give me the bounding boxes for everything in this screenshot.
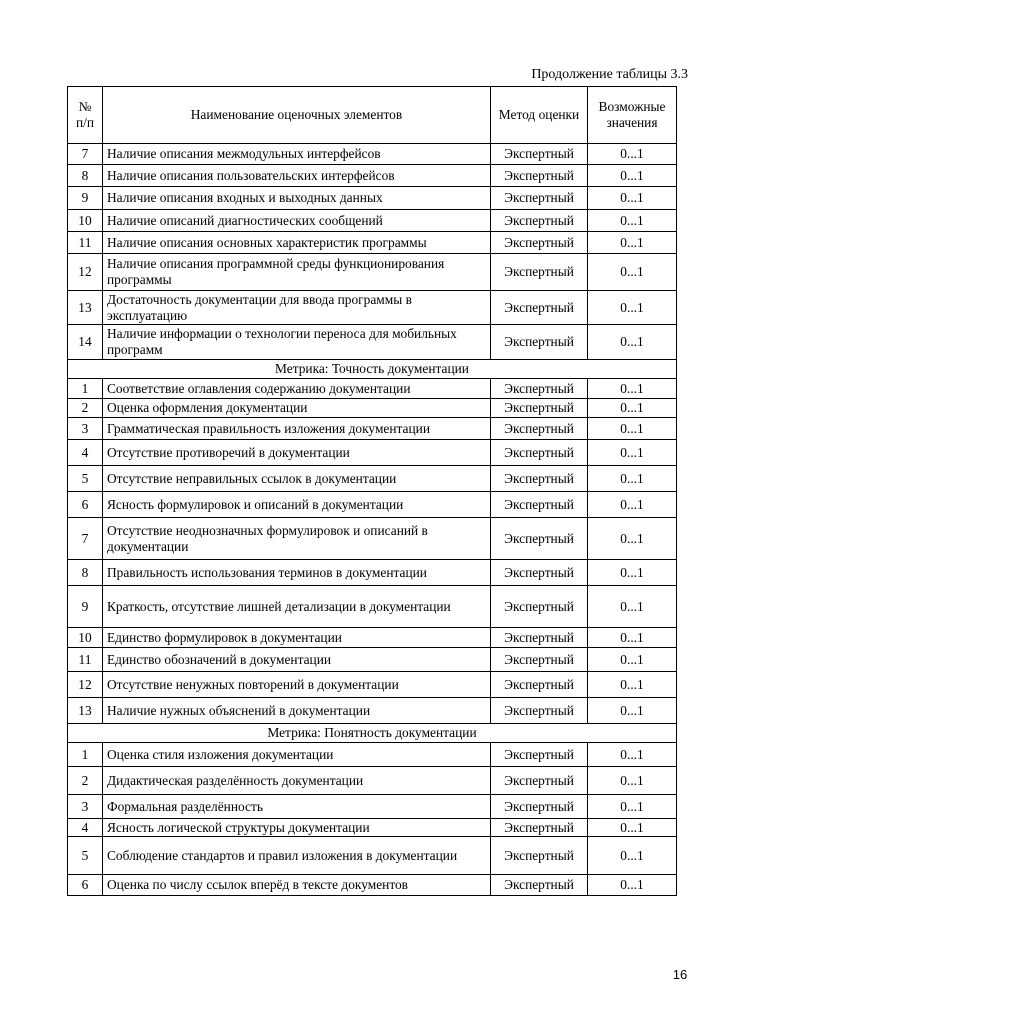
table-row bbox=[68, 837, 677, 875]
cell-values: 0...1 bbox=[588, 466, 677, 492]
table-header bbox=[68, 87, 677, 144]
cell-name: Соответствие оглавления содержанию документации bbox=[103, 379, 491, 399]
cell-name: Единство обозначений в документации bbox=[103, 648, 491, 672]
table-row bbox=[68, 210, 677, 232]
cell-name: Краткость, отсутствие лишней детализации в документации bbox=[103, 586, 491, 628]
cell-num: 13 bbox=[68, 698, 103, 724]
cell-method: Экспертный bbox=[491, 144, 588, 165]
table-row bbox=[68, 165, 677, 187]
cell-num: 12 bbox=[68, 672, 103, 698]
cell-values: 0...1 bbox=[588, 254, 677, 291]
cell-values: 0...1 bbox=[588, 418, 677, 440]
table-row bbox=[68, 254, 677, 291]
cell-name: Единство формулировок в документации bbox=[103, 628, 491, 648]
cell-values: 0...1 bbox=[588, 795, 677, 819]
table-row bbox=[68, 698, 677, 724]
cell-num: 10 bbox=[68, 210, 103, 232]
cell-num: 6 bbox=[68, 492, 103, 518]
cell-method: Экспертный bbox=[491, 232, 588, 254]
cell-method: Экспертный bbox=[491, 698, 588, 724]
cell-name: Ясность формулировок и описаний в документации bbox=[103, 492, 491, 518]
cell-method: Экспертный bbox=[491, 254, 588, 291]
cell-num: 13 bbox=[68, 291, 103, 325]
cell-values: 0...1 bbox=[588, 837, 677, 875]
cell-name: Отсутствие ненужных повторений в документации bbox=[103, 672, 491, 698]
cell-num: 2 bbox=[68, 399, 103, 418]
cell-num: 2 bbox=[68, 767, 103, 795]
cell-num: 9 bbox=[68, 586, 103, 628]
cell-name: Наличие описания программной среды функционирования программы bbox=[103, 254, 491, 291]
cell-num: 4 bbox=[68, 440, 103, 466]
section-heading-row bbox=[68, 724, 677, 743]
cell-method: Экспертный bbox=[491, 440, 588, 466]
cell-values: 0...1 bbox=[588, 518, 677, 560]
cell-num: 5 bbox=[68, 466, 103, 492]
cell-values: 0...1 bbox=[588, 440, 677, 466]
section-title: Метрика: Понятность документации bbox=[68, 724, 677, 743]
table-row bbox=[68, 440, 677, 466]
cell-method: Экспертный bbox=[491, 492, 588, 518]
cell-name: Наличие описаний диагностических сообщений bbox=[103, 210, 491, 232]
cell-num: 12 bbox=[68, 254, 103, 291]
cell-method: Экспертный bbox=[491, 875, 588, 896]
cell-values: 0...1 bbox=[588, 144, 677, 165]
cell-num: 3 bbox=[68, 418, 103, 440]
cell-name: Наличие нужных объяснений в документации bbox=[103, 698, 491, 724]
table-row bbox=[68, 743, 677, 767]
table-row bbox=[68, 560, 677, 586]
table-row bbox=[68, 628, 677, 648]
cell-method: Экспертный bbox=[491, 325, 588, 360]
section-title: Метрика: Точность документации bbox=[68, 360, 677, 379]
table-row bbox=[68, 379, 677, 399]
cell-method: Экспертный bbox=[491, 586, 588, 628]
cell-num: 10 bbox=[68, 628, 103, 648]
cell-num: 1 bbox=[68, 743, 103, 767]
cell-method: Экспертный bbox=[491, 165, 588, 187]
cell-method: Экспертный bbox=[491, 837, 588, 875]
table-row bbox=[68, 291, 677, 325]
cell-name: Наличие описания межмодульных интерфейсов bbox=[103, 144, 491, 165]
cell-method: Экспертный bbox=[491, 648, 588, 672]
table-row bbox=[68, 672, 677, 698]
table-row bbox=[68, 325, 677, 360]
cell-values: 0...1 bbox=[588, 492, 677, 518]
table-caption: Продолжение таблицы 3.3 bbox=[531, 67, 688, 82]
cell-num: 7 bbox=[68, 144, 103, 165]
cell-num: 4 bbox=[68, 819, 103, 837]
cell-values: 0...1 bbox=[588, 875, 677, 896]
cell-num: 8 bbox=[68, 165, 103, 187]
cell-name: Соблюдение стандартов и правил изложения в документации bbox=[103, 837, 491, 875]
cell-method: Экспертный bbox=[491, 187, 588, 210]
cell-method: Экспертный bbox=[491, 560, 588, 586]
cell-num: 5 bbox=[68, 837, 103, 875]
cell-values: 0...1 bbox=[588, 399, 677, 418]
page-number: 16 bbox=[672, 967, 688, 982]
table-row bbox=[68, 795, 677, 819]
cell-values: 0...1 bbox=[588, 586, 677, 628]
cell-name: Отсутствие неоднозначных формулировок и описаний в документации bbox=[103, 518, 491, 560]
cell-values: 0...1 bbox=[588, 648, 677, 672]
cell-method: Экспертный bbox=[491, 418, 588, 440]
table-row bbox=[68, 819, 677, 837]
cell-values: 0...1 bbox=[588, 819, 677, 837]
cell-method: Экспертный bbox=[491, 210, 588, 232]
cell-num: 9 bbox=[68, 187, 103, 210]
cell-name: Формальная разделённость bbox=[103, 795, 491, 819]
cell-method: Экспертный bbox=[491, 672, 588, 698]
cell-name: Оценка оформления документации bbox=[103, 399, 491, 418]
cell-name: Оценка по числу ссылок вперёд в тексте документов bbox=[103, 875, 491, 896]
header-num: № п/п bbox=[68, 87, 103, 144]
cell-values: 0...1 bbox=[588, 325, 677, 360]
cell-name: Дидактическая разделённость документации bbox=[103, 767, 491, 795]
header-method: Метод оценки bbox=[491, 87, 588, 144]
table-row bbox=[68, 399, 677, 418]
cell-method: Экспертный bbox=[491, 743, 588, 767]
table-row bbox=[68, 767, 677, 795]
cell-method: Экспертный bbox=[491, 795, 588, 819]
cell-name: Правильность использования терминов в документации bbox=[103, 560, 491, 586]
cell-values: 0...1 bbox=[588, 165, 677, 187]
cell-method: Экспертный bbox=[491, 399, 588, 418]
cell-method: Экспертный bbox=[491, 819, 588, 837]
table-row bbox=[68, 492, 677, 518]
cell-values: 0...1 bbox=[588, 291, 677, 325]
header-name: Наименование оценочных элементов bbox=[103, 87, 491, 144]
table-body bbox=[68, 144, 677, 896]
cell-num: 3 bbox=[68, 795, 103, 819]
table-row bbox=[68, 466, 677, 492]
table-row bbox=[68, 232, 677, 254]
cell-name: Оценка стиля изложения документации bbox=[103, 743, 491, 767]
cell-name: Ясность логической структуры документации bbox=[103, 819, 491, 837]
cell-name: Наличие описания пользовательских интерфейсов bbox=[103, 165, 491, 187]
table-row bbox=[68, 586, 677, 628]
cell-num: 8 bbox=[68, 560, 103, 586]
cell-num: 14 bbox=[68, 325, 103, 360]
cell-values: 0...1 bbox=[588, 672, 677, 698]
table-row bbox=[68, 187, 677, 210]
cell-values: 0...1 bbox=[588, 698, 677, 724]
cell-name: Грамматическая правильность изложения документации bbox=[103, 418, 491, 440]
cell-num: 11 bbox=[68, 648, 103, 672]
cell-num: 7 bbox=[68, 518, 103, 560]
cell-values: 0...1 bbox=[588, 210, 677, 232]
cell-name: Отсутствие противоречий в документации bbox=[103, 440, 491, 466]
cell-values: 0...1 bbox=[588, 379, 677, 399]
cell-method: Экспертный bbox=[491, 628, 588, 648]
table-row bbox=[68, 418, 677, 440]
cell-values: 0...1 bbox=[588, 743, 677, 767]
cell-values: 0...1 bbox=[588, 628, 677, 648]
cell-name: Отсутствие неправильных ссылок в документации bbox=[103, 466, 491, 492]
header-values: Возможные значения bbox=[588, 87, 677, 144]
cell-num: 6 bbox=[68, 875, 103, 896]
cell-values: 0...1 bbox=[588, 560, 677, 586]
cell-num: 11 bbox=[68, 232, 103, 254]
cell-name: Достаточность документации для ввода программы в эксплуатацию bbox=[103, 291, 491, 325]
cell-name: Наличие информации о технологии переноса для мобильных программ bbox=[103, 325, 491, 360]
evaluation-table bbox=[67, 86, 677, 896]
cell-name: Наличие описания основных характеристик программы bbox=[103, 232, 491, 254]
table-row bbox=[68, 144, 677, 165]
table-row bbox=[68, 875, 677, 896]
cell-method: Экспертный bbox=[491, 291, 588, 325]
section-heading-row bbox=[68, 360, 677, 379]
cell-method: Экспертный bbox=[491, 466, 588, 492]
cell-values: 0...1 bbox=[588, 187, 677, 210]
cell-num: 1 bbox=[68, 379, 103, 399]
cell-method: Экспертный bbox=[491, 767, 588, 795]
cell-method: Экспертный bbox=[491, 379, 588, 399]
cell-name: Наличие описания входных и выходных данных bbox=[103, 187, 491, 210]
cell-values: 0...1 bbox=[588, 232, 677, 254]
table-row bbox=[68, 648, 677, 672]
cell-method: Экспертный bbox=[491, 518, 588, 560]
table-row bbox=[68, 518, 677, 560]
cell-values: 0...1 bbox=[588, 767, 677, 795]
